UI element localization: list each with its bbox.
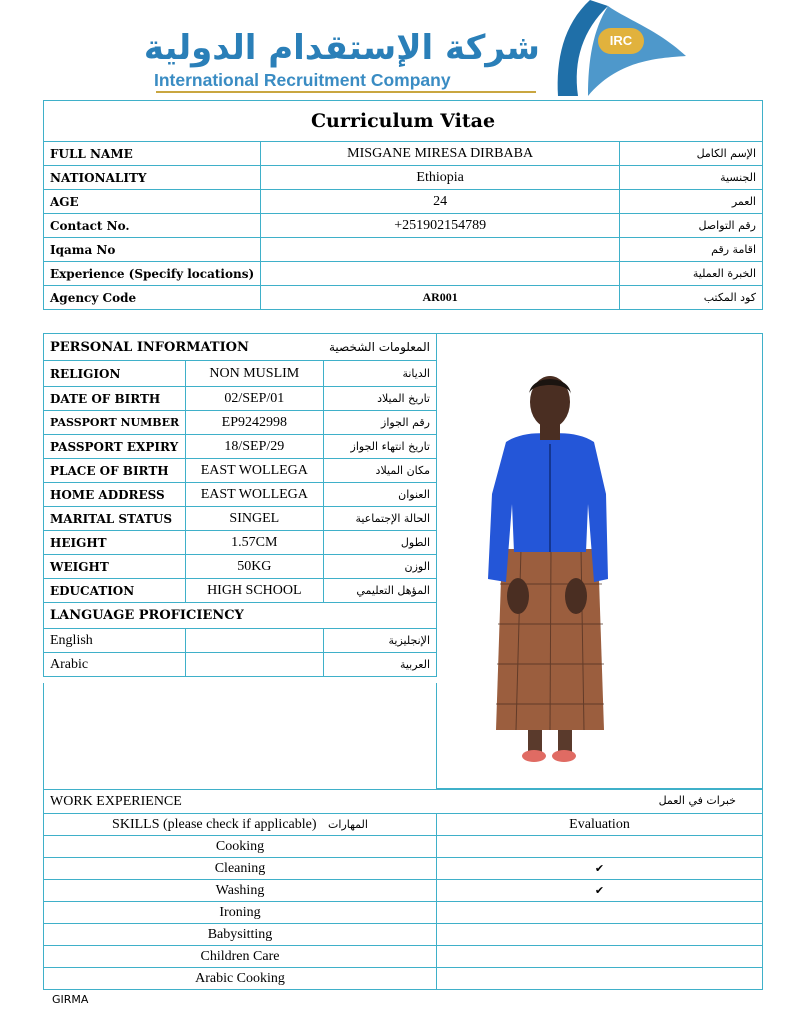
skill-name: Arabic Cooking — [44, 968, 437, 990]
skill-check[interactable] — [437, 946, 763, 968]
row-label-arabic: رقم الجواز — [323, 411, 437, 435]
row-value: EAST WOLLEGA — [186, 459, 323, 483]
row-label-arabic: الجنسية — [620, 166, 763, 190]
row-label: FULL NAME — [44, 142, 261, 166]
table-row — [44, 214, 763, 238]
work-experience-table — [43, 789, 763, 990]
work-experience-heading-row — [44, 790, 763, 814]
skill-name: Babysitting — [44, 924, 437, 946]
row-label: PLACE OF BIRTH — [44, 459, 186, 483]
row-label-arabic: كود المكتب — [620, 286, 763, 310]
table-row — [44, 968, 763, 990]
table-row — [44, 629, 437, 653]
work-experience-heading-arabic: خبرات في العمل — [658, 794, 736, 807]
table-row — [44, 387, 437, 411]
row-value: +251902154789 — [261, 214, 620, 238]
skills-heading-arabic: المهارات — [328, 817, 368, 831]
company-name-arabic: شركة الإستقدام الدولية — [143, 28, 540, 68]
row-value: 24 — [261, 190, 620, 214]
row-label-arabic: العنوان — [323, 483, 437, 507]
applicant-photo — [436, 334, 762, 788]
row-value — [261, 262, 620, 286]
footer-text: GIRMA — [52, 993, 89, 1006]
skill-check[interactable] — [437, 836, 763, 858]
logo-underline — [156, 91, 536, 93]
row-label-arabic: الطول — [323, 531, 437, 555]
table-row — [44, 946, 763, 968]
row-label: PASSPORT NUMBER — [44, 411, 186, 435]
row-label-arabic: الديانة — [323, 361, 437, 387]
skill-check[interactable] — [437, 968, 763, 990]
skill-check[interactable] — [437, 924, 763, 946]
row-value: MISGANE MIRESA DIRBABA — [261, 142, 620, 166]
table-row — [44, 653, 437, 677]
skill-check[interactable] — [437, 902, 763, 924]
personal-info-blank-area — [43, 683, 437, 789]
row-label: HOME ADDRESS — [44, 483, 186, 507]
row-value: 02/SEP/01 — [186, 387, 323, 411]
table-row — [44, 555, 437, 579]
row-label-arabic: المؤهل التعليمي — [323, 579, 437, 603]
skill-name: Children Care — [44, 946, 437, 968]
skills-heading: SKILLS (please check if applicable) — [112, 816, 317, 832]
row-label: NATIONALITY — [44, 166, 261, 190]
table-row — [44, 190, 763, 214]
row-label-arabic: الوزن — [323, 555, 437, 579]
table-row — [44, 924, 763, 946]
table-row — [44, 858, 763, 880]
row-label: HEIGHT — [44, 531, 186, 555]
photo-frame — [436, 333, 763, 789]
row-value: EAST WOLLEGA — [186, 483, 323, 507]
skills-heading-cell — [44, 814, 437, 836]
row-label-arabic: رقم التواصل — [620, 214, 763, 238]
row-label-arabic: مكان الميلاد — [323, 459, 437, 483]
skill-check[interactable]: ✔ — [437, 858, 763, 880]
evaluation-heading: Evaluation — [437, 814, 763, 836]
row-label: Contact No. — [44, 214, 261, 238]
language-label-arabic: العربية — [323, 653, 437, 677]
row-label-arabic: تاريخ الميلاد — [323, 387, 437, 411]
row-label: Experience (Specify locations) — [44, 262, 261, 286]
row-value: SINGEL — [186, 507, 323, 531]
row-label: Iqama No — [44, 238, 261, 262]
language-proficiency-heading: LANGUAGE PROFICIENCY — [44, 603, 437, 629]
cv-summary-table — [43, 100, 763, 310]
company-name-english: International Recruitment Company — [154, 70, 451, 90]
row-value: 1.57CM — [186, 531, 323, 555]
row-label: MARITAL STATUS — [44, 507, 186, 531]
row-label: EDUCATION — [44, 579, 186, 603]
row-label: WEIGHT — [44, 555, 186, 579]
table-row — [44, 531, 437, 555]
row-value: 50KG — [186, 555, 323, 579]
language-value — [186, 653, 323, 677]
personal-info-heading: PERSONAL INFORMATION — [44, 334, 324, 361]
row-label: DATE OF BIRTH — [44, 387, 186, 411]
row-label-arabic: اقامة رقم — [620, 238, 763, 262]
table-row — [44, 836, 763, 858]
table-row — [44, 411, 437, 435]
language-label: Arabic — [44, 653, 186, 677]
row-value — [261, 238, 620, 262]
language-value — [186, 629, 323, 653]
table-row — [44, 459, 437, 483]
logo-badge: IRC — [598, 28, 644, 54]
row-label-arabic: تاريخ انتهاء الجواز — [323, 435, 437, 459]
table-row — [44, 435, 437, 459]
row-value: Ethiopia — [261, 166, 620, 190]
skill-check[interactable]: ✔ — [437, 880, 763, 902]
table-row — [44, 286, 763, 310]
table-row — [44, 361, 437, 387]
row-value: HIGH SCHOOL — [186, 579, 323, 603]
table-row — [44, 262, 763, 286]
table-row — [44, 902, 763, 924]
row-label-arabic: العمر — [620, 190, 763, 214]
row-label: RELIGION — [44, 361, 186, 387]
table-row — [44, 880, 763, 902]
row-value: EP9242998 — [186, 411, 323, 435]
work-experience-heading: WORK EXPERIENCE — [50, 793, 182, 809]
table-row — [44, 507, 437, 531]
row-value: AR001 — [261, 286, 620, 310]
cv-title: Curriculum Vitae — [44, 101, 763, 142]
skill-name: Washing — [44, 880, 437, 902]
table-row — [44, 166, 763, 190]
row-value: 18/SEP/29 — [186, 435, 323, 459]
table-row — [44, 579, 437, 603]
row-label-arabic: الحالة الإجتماعية — [323, 507, 437, 531]
skill-name: Cleaning — [44, 858, 437, 880]
row-label: AGE — [44, 190, 261, 214]
row-value: NON MUSLIM — [186, 361, 323, 387]
skill-name: Ironing — [44, 902, 437, 924]
table-row — [44, 238, 763, 262]
language-label-arabic: الإنجليزية — [323, 629, 437, 653]
row-label: Agency Code — [44, 286, 261, 310]
table-row — [44, 483, 437, 507]
personal-info-heading-arabic: المعلومات الشخصية — [323, 334, 437, 361]
row-label: PASSPORT EXPIRY — [44, 435, 186, 459]
row-label-arabic: الخبرة العملية — [620, 262, 763, 286]
table-row — [44, 142, 763, 166]
language-label: English — [44, 629, 186, 653]
row-label-arabic: الإسم الكامل — [620, 142, 763, 166]
skill-name: Cooking — [44, 836, 437, 858]
personal-info-table — [43, 333, 437, 677]
